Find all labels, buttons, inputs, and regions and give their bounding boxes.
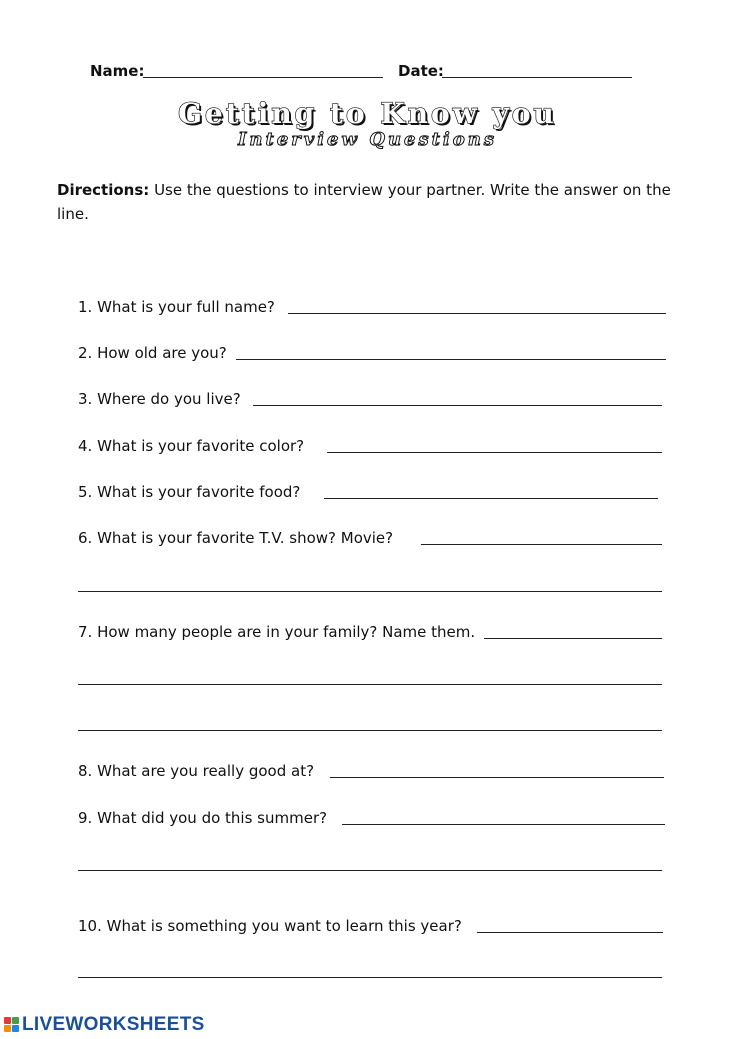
answer-line-9b[interactable]	[78, 870, 662, 871]
question-1: 1. What is your full name?	[78, 298, 275, 316]
question-6: 6. What is your favorite T.V. show? Movie?	[78, 529, 394, 547]
directions	[57, 178, 677, 226]
question-3: 3. Where do you live?	[78, 390, 241, 408]
answer-line-4[interactable]	[327, 452, 662, 453]
directions-label: Directions:	[57, 181, 150, 199]
page-title: Getting to Know you	[178, 97, 557, 130]
answer-line-8[interactable]	[330, 777, 664, 778]
name-field[interactable]	[143, 77, 383, 78]
logo-squares-icon	[4, 1017, 20, 1033]
answer-line-1[interactable]	[288, 313, 666, 314]
name-label: Name:	[90, 62, 145, 80]
question-8: 8. What are you really good at?	[78, 762, 315, 780]
question-4: 4. What is your favorite color?	[78, 437, 305, 455]
question-2: 2. How old are you?	[78, 344, 227, 362]
question-10: 10. What is something you want to learn this year?	[78, 917, 462, 935]
answer-line-6[interactable]	[421, 544, 662, 545]
answer-line-7[interactable]	[484, 638, 662, 639]
answer-line-5[interactable]	[324, 498, 658, 499]
question-9: 9. What did you do this summer?	[78, 809, 328, 827]
answer-line-7b[interactable]	[78, 684, 662, 685]
answer-line-10[interactable]	[477, 932, 663, 933]
question-7: 7. How many people are in your family? Name them.	[78, 623, 476, 641]
directions-text: Use the questions to interview your partner. Write the answer on the line.	[57, 181, 671, 223]
answer-line-6b[interactable]	[78, 591, 662, 592]
answer-line-2[interactable]	[236, 359, 666, 360]
answer-line-9[interactable]	[342, 824, 665, 825]
answer-line-3[interactable]	[253, 405, 662, 406]
answer-line-10b[interactable]	[78, 977, 662, 978]
question-5: 5. What is your favorite food?	[78, 483, 301, 501]
page-subtitle: Interview Questions	[238, 129, 497, 150]
answer-line-7c[interactable]	[78, 730, 662, 731]
logo-text: LIVEWORKSHEETS	[22, 1014, 205, 1035]
date-field[interactable]	[442, 77, 632, 78]
date-label: Date:	[398, 62, 444, 80]
